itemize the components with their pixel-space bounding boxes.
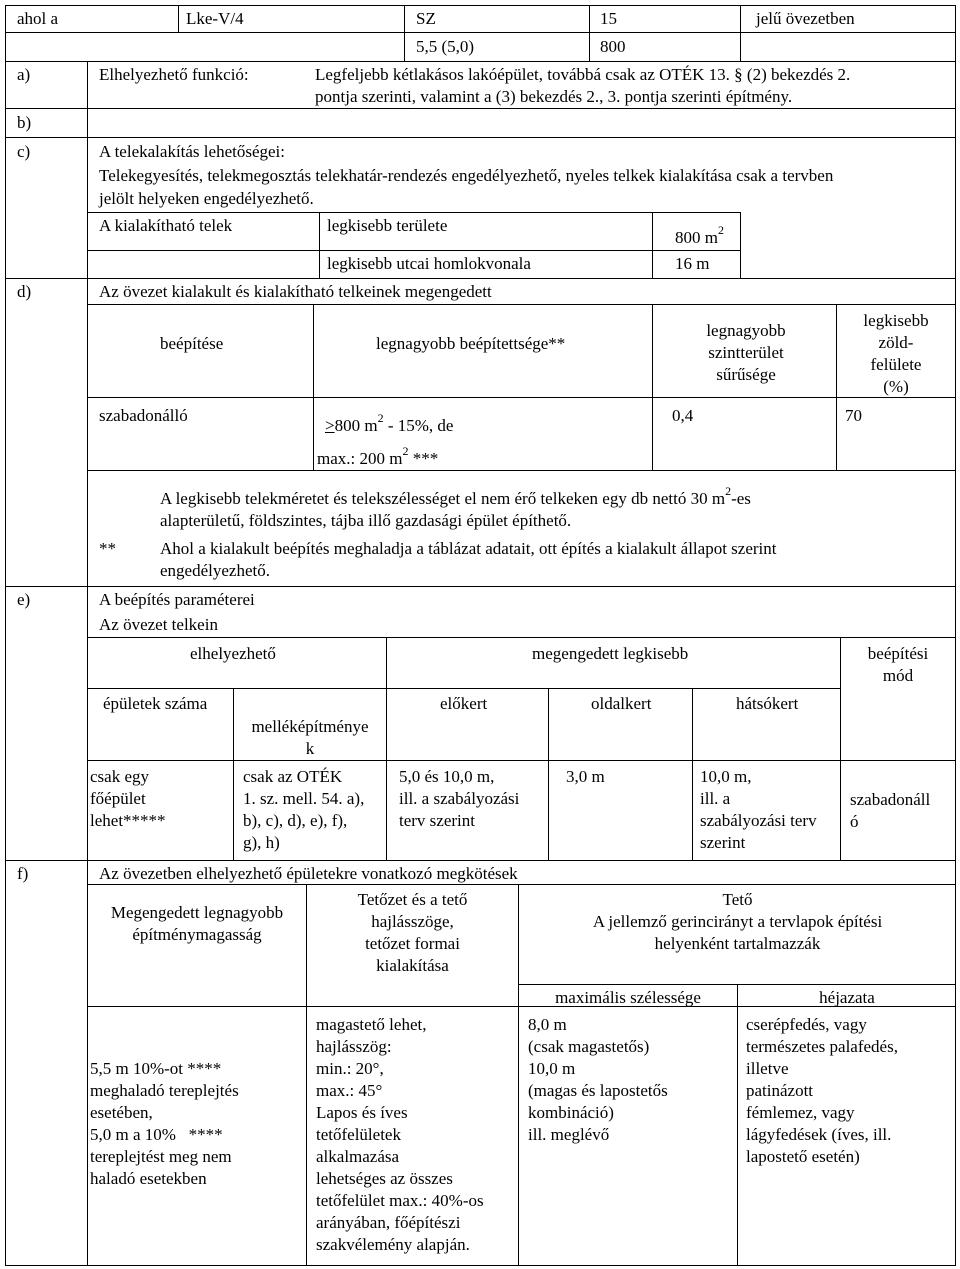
grid-line	[692, 688, 693, 860]
section-d-label: d)	[17, 282, 32, 301]
section-a-text-1: Legfeljebb kétlakásos lakóépület, továbbá csak az OTÉK 13. § (2) bekezdés 2.	[315, 65, 851, 84]
grid-line	[518, 884, 519, 1266]
grid-line	[87, 61, 88, 1266]
grid-line	[306, 884, 307, 1266]
grid-line	[5, 137, 956, 138]
grid-line	[178, 5, 179, 32]
footnote-line-1: Ahol a kialakult beépítés meghaladja a táblázat adatait, ott építés a kialakult állapot szerint	[160, 539, 777, 558]
header-zone-code: Lke-V/4	[186, 9, 244, 28]
col-epuletek-szama: épületek száma	[103, 694, 208, 713]
grid-line	[652, 304, 653, 470]
section-c-label: c)	[17, 142, 31, 161]
grid-line	[836, 304, 837, 470]
grid-line	[740, 61, 956, 62]
section-a-label: a)	[17, 65, 31, 84]
col-hejazat: héjazata	[819, 988, 875, 1007]
green-value: 70	[845, 406, 862, 425]
header-min-area: 800	[600, 37, 626, 56]
grid-line	[87, 250, 740, 251]
section-c-title: A telekalakítás lehetőségei:	[99, 142, 285, 161]
grid-line	[87, 304, 956, 305]
grid-line	[319, 212, 320, 278]
grid-line	[5, 32, 956, 33]
grid-line	[548, 688, 549, 860]
density-value: 0,4	[672, 406, 694, 425]
grid-line	[5, 108, 956, 109]
value-epitmenymagassag: 5,5 m 10%-ot **** meghaladó tereplejtés esetében, 5,0 m a 10% **** tereplejtést meg nem haladó esetekben	[90, 1059, 239, 1188]
section-f-title: Az övezetben elhelyezhető épületekre vonatkozó megkötések	[99, 864, 518, 883]
section-e-subtitle: Az övezet telkein	[99, 615, 218, 634]
grid-line	[740, 212, 741, 278]
col-megengedett: megengedett legkisebb	[532, 644, 689, 663]
mode-value: szabadonálló	[99, 406, 188, 425]
section-a-text-2: pontja szerinti, valamint a (3) bekezdés 2., 3. pontja szerinti építmény.	[315, 87, 793, 106]
grid-line	[740, 5, 741, 61]
col-elhelyezheto: elhelyezhető	[190, 644, 276, 663]
header-zone-suffix: jelű övezetben	[756, 9, 855, 28]
grid-line	[589, 5, 590, 61]
value-oldalkert: 3,0 m	[566, 767, 605, 786]
grid-line	[87, 397, 956, 398]
value-hatsokert: 10,0 m, ill. a szabályozási terv szerint	[700, 767, 817, 852]
min-area-label: legkisebb területe	[327, 216, 448, 235]
coverage-line-2: max.: 200 $m^2$ ***	[317, 444, 439, 468]
grid-line	[5, 278, 956, 279]
col-elokert: előkert	[440, 694, 488, 713]
grid-line	[840, 637, 841, 860]
section-e-label: e)	[17, 590, 31, 609]
col-oldalkert: oldalkert	[591, 694, 652, 713]
footnote-mark: **	[99, 539, 116, 558]
header-value-15: 15	[600, 9, 617, 28]
min-front-value: 16 m	[675, 254, 710, 273]
grid-line	[386, 637, 387, 860]
grid-line	[404, 5, 405, 61]
grid-line	[313, 304, 314, 470]
col-beepitesi-mod: beépítési mód	[867, 644, 929, 685]
section-f-label: f)	[17, 864, 29, 883]
col-hatsokert: hátsókert	[736, 694, 799, 713]
min-front-label: legkisebb utcai homlokvonala	[327, 254, 531, 273]
value-beepitesi-mod: szabadonáll ó	[850, 790, 931, 831]
grid-line	[87, 637, 956, 638]
value-elokert: 5,0 és 10,0 m, ill. a szabályozási terv szerint	[399, 767, 520, 830]
grid-line	[5, 860, 956, 861]
grid-line	[5, 61, 404, 62]
section-c-line-1: Telekegyesítés, telekmegosztás telekhatár-rendezés engedélyezhető, nyeles telkek kialakítása csak a tervben	[99, 166, 834, 185]
section-b-label: b)	[17, 113, 32, 132]
col-epitmenymagassag: Megengedett legnagyobb építménymagasság	[110, 903, 284, 944]
col-teto: Tető A jellemző gerincirányt a tervlapok építési helyenként tartalmazzák	[592, 890, 883, 953]
section-a-title: Elhelyezhető funkció:	[99, 65, 249, 84]
coverage-line-1: >800 $m^2 - 15\%$, de	[325, 411, 454, 435]
footnote-line-2: engedélyezhető.	[160, 561, 270, 580]
col-beepitettseg: legnagyobb beépítettsége**	[376, 334, 566, 353]
grid-line	[87, 212, 740, 213]
grid-line	[404, 61, 740, 62]
col-beepitese: beépítése	[160, 334, 224, 353]
grid-line	[87, 688, 840, 689]
value-tetozet: magastető lehet, hajlásszög: min.: 20°, max.: 45° Lapos és íves tetőfelületek alkalmazása lehetséges az összes tetőfelület max.: 40%-os arányában, főépítészi szakvélemény alapján.	[316, 1015, 484, 1254]
col-zoldfelulet: legkisebb zöld- felülete (%)	[863, 311, 929, 396]
grid-line	[87, 470, 956, 471]
header-ahol: ahol a	[17, 9, 59, 28]
section-d-title: Az övezet kialakult és kialakítható telkeinek megengedett	[99, 282, 492, 301]
value-hejazat: cserépfedés, vagy természetes palafedés, illetve patinázott fémlemez, vagy lágyfedések (íves, ill. lapostető esetén)	[746, 1015, 898, 1166]
plot-label: A kialakítható telek	[99, 216, 233, 235]
col-mellekepitmenyek: melléképítménye k	[251, 717, 369, 758]
note-line-2: alapterületű, földszintes, tájba illő gazdasági épület építhető.	[160, 511, 572, 530]
grid-line	[5, 586, 956, 587]
grid-line	[87, 760, 956, 761]
col-szintterulet: legnagyobb szintterület sűrűsége	[706, 321, 786, 384]
section-e-title: A beépítés paraméterei	[99, 590, 255, 609]
col-max-szelesseg: maximális szélessége	[555, 988, 701, 1007]
value-mellekepitmenyek: csak az OTÉK 1. sz. mell. 54. a), b), c), d), e), f), g), h)	[243, 767, 365, 852]
grid-line	[737, 984, 738, 1266]
col-tetozet: Tetőzet és a tető hajlásszöge, tetőzet formai kialakítása	[357, 890, 468, 975]
grid-line	[233, 688, 234, 860]
section-c-line-2: jelölt helyeken engedélyezhető.	[99, 189, 314, 208]
note-line-1: A legkisebb telekméretet és telekszélességet el nem érő telkeken egy db nettó 30 $m^2-es$	[160, 484, 751, 508]
min-area-value: 800 $m^2$	[675, 223, 724, 247]
header-height: 5,5 (5,0)	[416, 37, 475, 56]
grid-line	[652, 212, 653, 278]
value-epuletek-szama: csak egy főépület lehet*****	[90, 767, 166, 830]
value-max-szelesseg: 8,0 m (csak magastetős) 10,0 m (magas és lapostetős kombináció) ill. meglévő	[528, 1015, 668, 1144]
header-sz: SZ	[416, 9, 436, 28]
